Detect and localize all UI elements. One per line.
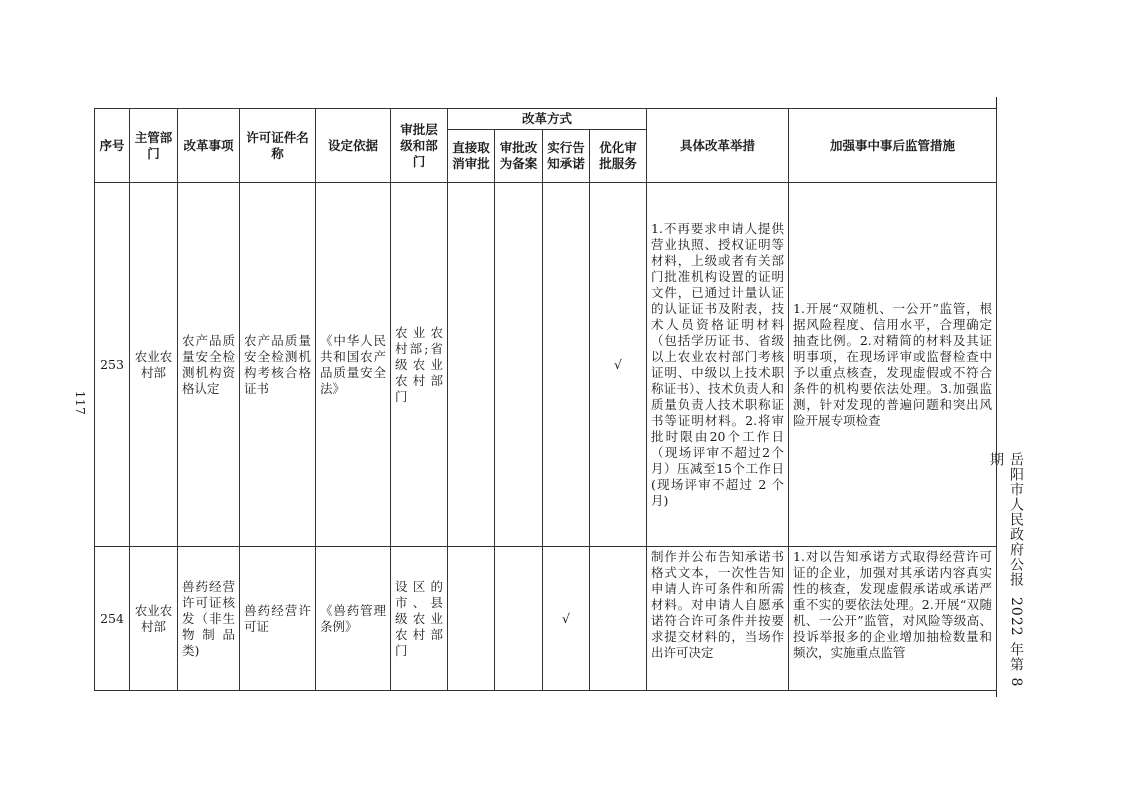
cell-cancel <box>448 183 495 547</box>
issue-number: 2022 年第 8 期 <box>988 452 1024 688</box>
header-supervision: 加强事中事后监管措施 <box>789 109 997 183</box>
cell-filing <box>495 183 543 547</box>
header-item: 改革事项 <box>178 109 240 183</box>
cell-dept: 农业农村部 <box>130 183 178 547</box>
cell-promise <box>543 183 590 547</box>
cell-item: 兽药经营许可证核发（非生物制品类) <box>178 547 240 691</box>
table-row <box>95 547 997 691</box>
cell-seq: 254 <box>95 547 130 691</box>
header-level: 审批层级和部门 <box>391 109 448 183</box>
header-cancel: 直接取消审批 <box>448 130 495 183</box>
header-dept: 主管部门 <box>130 109 178 183</box>
cell-measures: 1.不再要求申请人提供营业执照、授权证明等材料，上级或者有关部门批准机构设置的证明文件，已通过计量认证的认证证书及附表，技术人员资格证明材料（包括学历证书、省级以上农业农村部门考核证明、中级以上技术职称证书）、技术负责人和质量负责人技术职称证书等证明材料。2.将审批时限由20个工作日（现场评审不超过2个月）压减至15个工作日(现场评审不超过 2 个月) <box>647 183 789 547</box>
cell-optimize <box>590 547 647 691</box>
header-optimize: 优化审批服务 <box>590 130 647 183</box>
cell-license: 农产品质量安全检测机构考核合格证书 <box>240 183 316 547</box>
cell-item: 农产品质量安全检测机构资格认定 <box>178 183 240 547</box>
header-filing: 审批改为备案 <box>495 130 543 183</box>
publication-title: 岳阳市人民政府公报 <box>1008 452 1024 587</box>
header-measures: 具体改革举措 <box>647 109 789 183</box>
cell-level: 设区的市、县级农业农村部门 <box>391 547 448 691</box>
cell-cancel <box>448 547 495 691</box>
cell-measures: 制作并公布告知承诺书格式文本，一次性告知申请人许可条件和所需材料。对申请人自愿承诺符合许可条件并按要求提交材料的，当场作出许可决定 <box>647 547 789 691</box>
header-reform-group: 改革方式 <box>448 109 647 130</box>
running-header <box>988 452 1026 692</box>
table-row <box>95 183 997 547</box>
header-promise: 实行告知承诺 <box>543 130 590 183</box>
header-row-1 <box>95 109 997 130</box>
cell-promise: √ <box>543 547 590 691</box>
reform-table <box>94 108 997 691</box>
cell-basis: 《中华人民共和国农产品质量安全法》 <box>316 183 391 547</box>
cell-seq: 253 <box>95 183 130 547</box>
cell-level: 农业农村部;省级农业农村部门 <box>391 183 448 547</box>
cell-dept: 农业农村部 <box>130 547 178 691</box>
cell-supervision: 1.对以告知承诺方式取得经营许可证的企业，加强对其承诺内容真实性的核查，发现虚假承诺或承诺严重不实的要依法处理。2.开展“双随机、一公开”监管，对风险等级高、投诉举报多的企业增加抽检数量和频次，实施重点监管 <box>789 547 997 691</box>
header-license: 许可证件名称 <box>240 109 316 183</box>
header-basis: 设定依据 <box>316 109 391 183</box>
cell-filing <box>495 547 543 691</box>
page-number: 117 <box>73 390 88 416</box>
cell-optimize: √ <box>590 183 647 547</box>
cell-supervision: 1.开展“双随机、一公开”监管，根据风险程度、信用水平，合理确定抽查比例。2.对精简的材料及其证明事项，在现场评审或监督检查中予以重点核查，发现虚假或不符合条件的机构要依法处理。3.加强监测，针对发现的普遍问题和突出风险开展专项检查 <box>789 183 997 547</box>
cell-license: 兽药经营许可证 <box>240 547 316 691</box>
header-seq: 序号 <box>95 109 130 183</box>
cell-basis: 《兽药管理条例》 <box>316 547 391 691</box>
